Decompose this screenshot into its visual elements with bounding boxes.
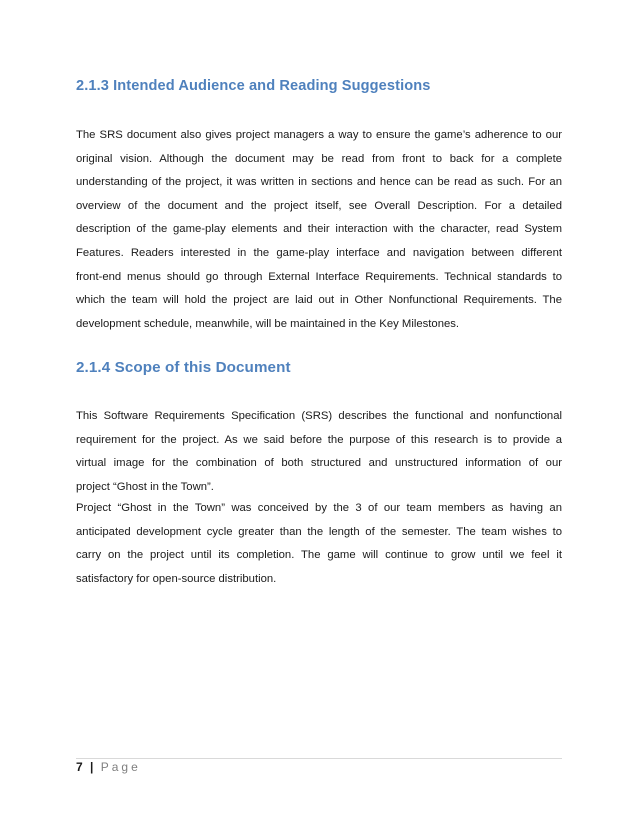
footer-separator: |: [90, 760, 94, 774]
page-number: 7: [76, 760, 83, 774]
text-line: front-end menus should go through External Interface Requirements. Technical standards to: [76, 270, 562, 283]
section-heading-intended-audience: 2.1.3 Intended Audience and Reading Suggestions: [76, 78, 431, 94]
text-line: requirement for the project. As we said before the purpose of this research is to provide a: [76, 433, 562, 446]
text-line: satisfactory for open-source distribution.: [76, 572, 277, 585]
paragraph-scope-project: [76, 497, 562, 591]
paragraph-scope-srs: [76, 405, 562, 499]
section-heading-scope: 2.1.4 Scope of this Document: [76, 359, 291, 376]
text-line: overview of the document and the project itself, see Overall Description. For a detailed: [76, 199, 562, 212]
text-line: understanding of the project, it was written in sections and hence can be read as such. For an: [76, 176, 562, 189]
text-line: which the team will hold the project are laid out in Other Nonfunctional Requirements. The: [76, 294, 562, 307]
text-line: The SRS document also gives project managers a way to ensure the game’s adherence to our: [76, 129, 562, 141]
text-line: development schedule, meanwhile, will be maintained in the Key Milestones.: [76, 317, 460, 330]
text-line: original vision. Although the document may be read from front to back for a complete: [76, 152, 562, 165]
text-line: This Software Requirements Specification (SRS) describes the functional and nonfunctional: [76, 410, 562, 422]
text-line: anticipated development cycle greater than the length of the semester. The team wishes to: [76, 525, 562, 538]
text-line: virtual image for the combination of both structured and unstructured information of our: [76, 457, 562, 470]
text-line: project “Ghost in the Town”.: [76, 480, 214, 493]
paragraph-intended-audience: [76, 124, 562, 336]
page-label: Page: [100, 760, 141, 774]
text-line: Features. Readers interested in the game-play interface and navigation between different: [76, 246, 562, 259]
text-line: Project “Ghost in the Town” was conceived by the 3 of our team members as having an: [76, 502, 562, 514]
page-footer: [76, 760, 141, 774]
text-line: carry on the project until its completion. The game will continue to grow until we feel it: [76, 549, 562, 562]
text-line: description of the game-play elements and their interaction with the character, read System: [76, 223, 562, 236]
footer-divider: [76, 758, 562, 759]
